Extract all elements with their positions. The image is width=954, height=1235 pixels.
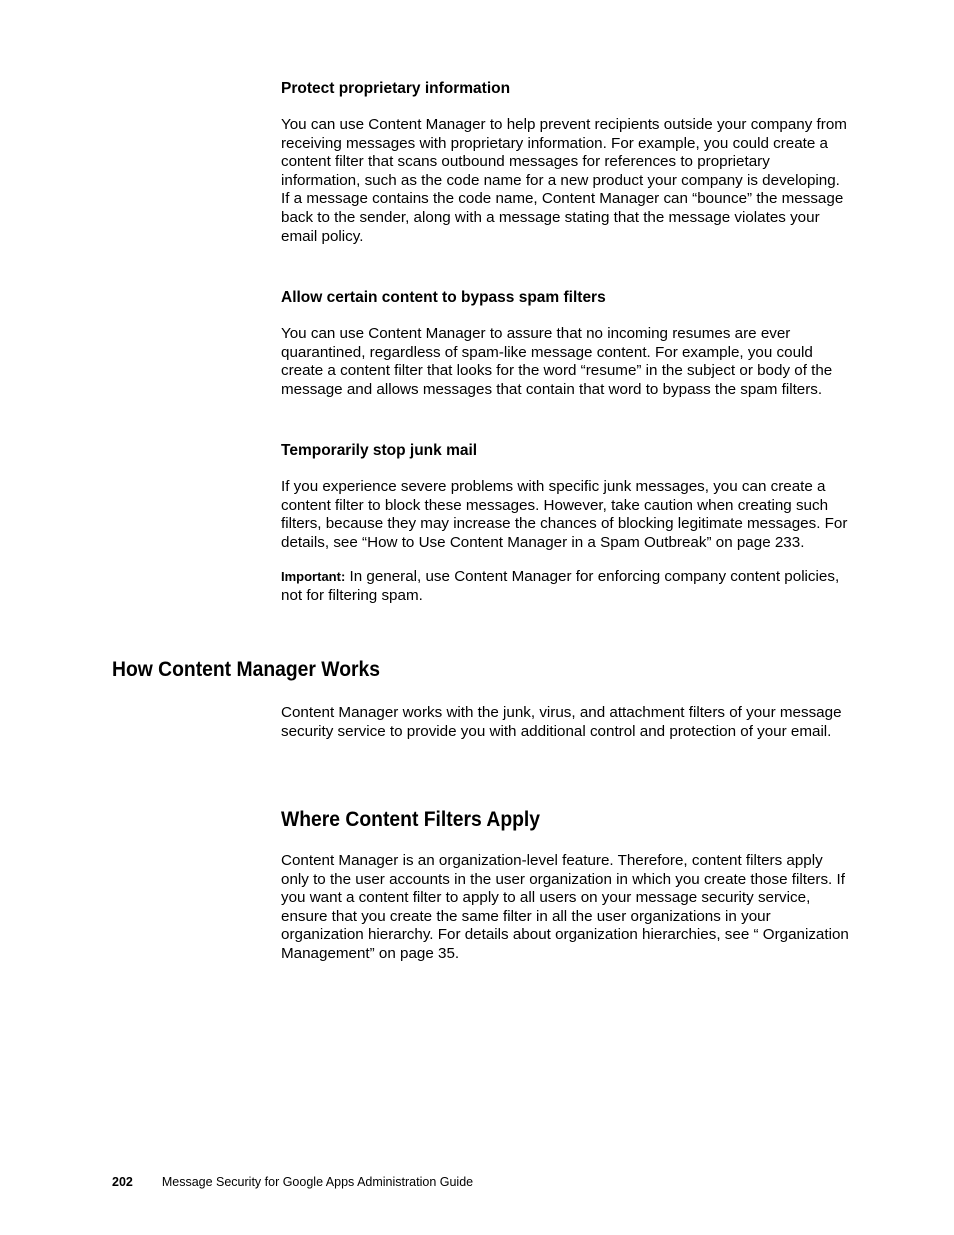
important-label: Important: (281, 569, 346, 584)
heading-how-content-manager-works: How Content Manager Works (112, 658, 381, 681)
paragraph-where-apply: Content Manager is an organization-level feature. Therefore, content filters apply only to the user accounts in the user organization in which you create those filters. If you want a content filter to apply to all users on your message security service, ensure that you create the same filter in all the user organizations in your organization hierarchy. For details about organization hierarchies, see “ Organization Management” on page 35. (281, 852, 849, 962)
paragraph-stop-junk: If you experience severe problems with specific junk messages, you can create a content filter to block these messages. However, take caution when creating such filters, because they may increase the chances of blocking legitimate messages. For details, see “How to Use Content Manager in a Spam Outbreak” on page 233. (281, 478, 848, 551)
paragraph-how-works: Content Manager works with the junk, virus, and attachment filters of your message security service to provide you with additional control and protection of your email. (281, 704, 842, 740)
heading-where-filters-apply: Where Content Filters Apply (281, 808, 541, 831)
important-note (281, 568, 851, 605)
heading-protect-proprietary: Protect proprietary information (281, 80, 511, 97)
page-footer (112, 1175, 473, 1189)
paragraph-bypass-spam: You can use Content Manager to assure that no incoming resumes are ever quarantined, regardless of spam-like message content. For example, you could create a content filter that looks for the word “resume” in the subject or body of the message and allows messages that contain that word to bypass the spam filters. (281, 325, 833, 398)
heading-bypass-spam: Allow certain content to bypass spam filters (281, 289, 606, 306)
important-text: In general, use Content Manager for enforcing company content policies, not for filtering spam. (281, 568, 840, 604)
heading-stop-junk: Temporarily stop junk mail (281, 442, 478, 459)
page-number: 202 (112, 1175, 133, 1189)
paragraph-protect-proprietary: You can use Content Manager to help prevent recipients outside your company from receiving messages with proprietary information. For example, you could create a content filter that scans outbound messages for references to proprietary information, such as the code name for a new product your company is developing. If a message contains the code name, Content Manager can “bounce” the message back to the sender, along with a message stating that the message violates your email policy. (281, 116, 847, 245)
footer-title: Message Security for Google Apps Administration Guide (161, 1175, 474, 1189)
